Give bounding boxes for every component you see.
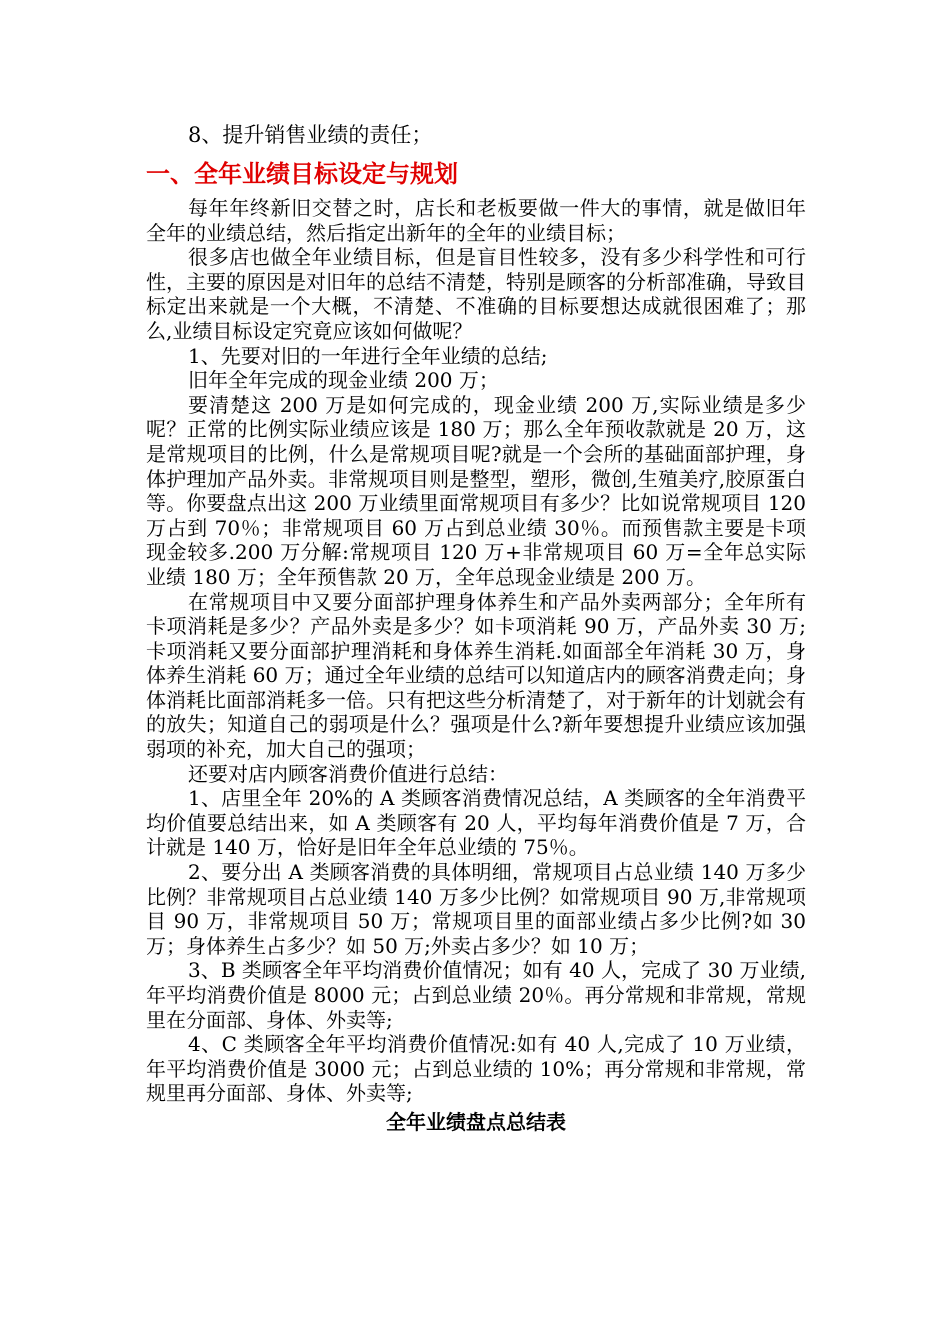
paragraph-c-class: 4、C 类顾客全年平均消费价值情况:如有 40 人,完成了 10 万业绩，年平均消费价值是 3000 元；占到总业绩的 10%；再分常规和非常规，常规里再分面部、身体、外卖等; — [146, 1032, 806, 1106]
document-page — [146, 121, 806, 1136]
paragraph-problem: 很多店也做全年业绩目标，但是盲目性较多，没有多少科学性和可行性，主要的原因是对旧年的总结不清楚，特别是顾客的分析部准确，导致目标定出来就是一个大概，不清楚、不准确的目标要想达成就很困难了；那么,业绩目标设定究竟应该如何做呢？ — [146, 245, 806, 343]
table-title: 全年业绩盘点总结表 — [386, 1109, 566, 1134]
list-item-8: 8、提升销售业绩的责任； — [188, 123, 433, 147]
paragraph-step-1: 1、先要对旧的一年进行全年业绩的总结; — [188, 343, 548, 368]
paragraph-customer-value: 还要对店内顾客消费价值进行总结： — [188, 761, 508, 786]
paragraph-b-class: 3、B 类顾客全年平均消费价值情况；如有 40 人，完成了 30 万业绩,年平均消费价值是 8000 元；占到总业绩 20％。再分常规和非常规，常规里在分面部、身体、外卖等; — [146, 958, 806, 1032]
paragraph-a-class-detail: 2、要分出 A 类顾客消费的具体明细，常规项目占总业绩 140 万多少比例？非常规项目占总业绩 140 万多少比例？如常规项目 90 万,非常规项目 90 万，非常规项目 50 万；常规项目里的面部业绩占多少比例?如 30 万；身体养生占多少？如 50 万;外卖占多少？如 10 万； — [146, 860, 806, 958]
paragraph-intro: 每年年终新旧交替之时，店长和老板要做一件大的事情，就是做旧年全年的业绩总结，然后指定出新年的全年的业绩目标； — [146, 196, 806, 245]
section-title: 一、全年业绩目标设定与规划 — [146, 160, 458, 188]
paragraph-cash-total: 旧年全年完成的现金业绩 200 万； — [188, 368, 499, 393]
paragraph-breakdown: 要清楚这 200 万是如何完成的，现金业绩 200 万,实际业绩是多少呢？正常的比例实际业绩应该是 180 万；那么全年预收款就是 20 万，这是常规项目的比例，什么是常规项目呢?就是一个会所的基础面部护理，身体护理加产品外卖。非常规项目则是整型，塑形，微创,生殖美疗,胶原蛋白等。你要盘点出这 200 万业绩里面常规项目有多少？比如说常规项目 120 万占到 70％；非常规项目 60 万占到总业绩 30％。而预售款主要是卡项现金较多.200 万分解:常规项目 120 万+非常规项目 60 万=全年总实际业绩 180 万；全年预售款 20 万，全年总现金业绩是 200 万。 — [146, 392, 806, 589]
paragraph-a-class: 1、店里全年 20%的 A 类顾客消费情况总结，A 类顾客的全年消费平均价值要总结出来，如 A 类顾客有 20 人，平均每年消费价值是 7 万，合计就是 140 万，恰好是旧年全年总业绩的 75％。 — [146, 786, 806, 860]
paragraph-regular-items: 在常规项目中又要分面部护理身体养生和产品外卖两部分；全年所有卡项消耗是多少？产品外卖是多少？如卡项消耗 90 万，产品外卖 30 万;卡项消耗又要分面部护理消耗和身体养生消耗.如面部全年消耗 30 万，身体养生消耗 60 万；通过全年业绩的总结可以知道店内的顾客消费走向；身体消耗比面部消耗多一倍。只有把这些分析清楚了，对于新年的计划就会有的放失；知道自己的弱项是什么？强项是什么?新年要想提升业绩应该加强弱项的补充，加大自己的强项； — [146, 589, 806, 762]
